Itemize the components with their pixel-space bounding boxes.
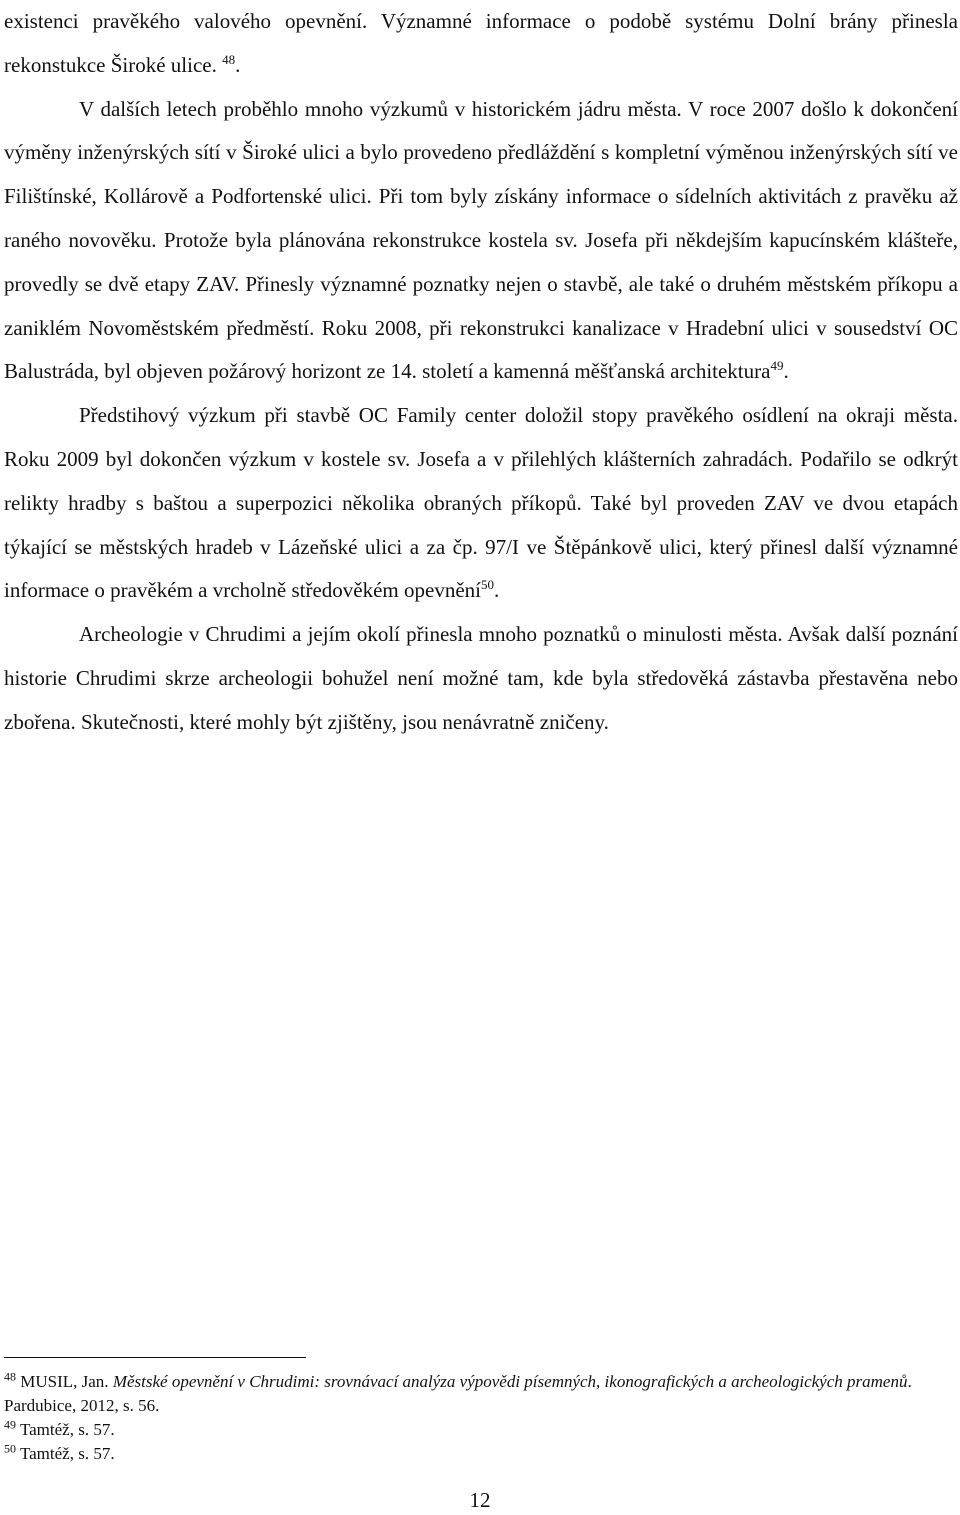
paragraph-text: existenci pravěkého valového opevnění. Významné informace o podobě systému Dolní brány přinesla rekonstukce Široké ulice. xyxy=(4,9,958,77)
paragraph xyxy=(4,613,958,744)
footnote-reference: 49 xyxy=(770,358,784,374)
footnote-reference: 50 xyxy=(480,577,494,593)
footnote-reference: 48 xyxy=(222,51,236,67)
footnote xyxy=(4,1442,958,1466)
paragraph-text: Předstihový výzkum při stavbě OC Family center doložil stopy pravěkého osídlení na okraji města. Roku 2009 byl dokončen výzkum v kostele sv. Josefa a v přilehlých klášterních zahradách. Podařilo se odkrýt relikty hradby s baštou a superpozici několika obraných příkopů. Také byl proveden ZAV ve dvou etapách týkající se městských hradeb v Lázeňské ulici a za čp. 97/I ve Štěpánkově ulici, který přinesl další významné informace o pravěkém a vrcholně středověkém opevnění xyxy=(4,403,958,603)
footnote-text: Tamtéž, s. 57. xyxy=(16,1444,115,1463)
footnote xyxy=(4,1418,958,1442)
paragraph-text: . xyxy=(493,578,500,603)
footnote-text: Tamtéž, s. 57. xyxy=(16,1420,115,1439)
paragraph-text: V dalších letech proběhlo mnoho výzkumů v historickém jádru města. V roce 2007 došlo k dokončení výměny inženýrských sítí v Široké ulici a bylo provedeno předláždění s kompletní výměnou inženýrských sítí ve Filištínské, Kollárově a Podfortenské ulici. Při tom byly získány informace o sídelních aktivitách z pravěku až raného novověku. Protože byla plánována rekonstrukce kostela sv. Josefa při někdejším kapucínském klášteře, provedly se dvě etapy ZAV. Přinesly významné poznatky nejen o stavbě, ale také o druhém městském příkopu a zaniklém Novoměstském předměstí. Roku 2008, při rekonstrukci kanalizace v Hradební ulici v sousedství OC Balustráda, byl objeven požárový horizont ze 14. století a kamenná měšťanská architektura xyxy=(4,96,958,384)
footnote-text: . Pardubice, 2012, s. 56. xyxy=(4,1372,912,1415)
paragraph xyxy=(4,0,958,88)
footnote-author: MUSIL, Jan. xyxy=(16,1372,113,1391)
footnote xyxy=(4,1370,958,1418)
paragraph-text: Archeologie v Chrudimi a jejím okolí přinesla mnoho poznatků o minulosti města. Avšak další poznání historie Chrudimi skrze archeologii bohužel není možné tam, kde byla středověká zástavba přestavěna nebo zbořena. Skutečnosti, které mohly být zjištěny, jsou nenávratně zničeny. xyxy=(4,622,958,734)
footnotes xyxy=(4,1370,958,1466)
footnote-separator xyxy=(4,1357,306,1358)
paragraph-text: . xyxy=(235,52,241,77)
footnote-number: 49 xyxy=(4,1417,16,1432)
footnote-number: 50 xyxy=(4,1441,16,1456)
footnote-title: Městské opevnění v Chrudimi: srovnávací analýza výpovědi písemných, ikonografických a archeologických pramenů xyxy=(112,1372,908,1391)
body-text xyxy=(4,0,958,745)
paragraph-text: . xyxy=(783,359,789,384)
paragraph xyxy=(4,394,958,613)
footnote-number: 48 xyxy=(4,1369,16,1384)
paragraph xyxy=(4,88,958,395)
page-number: 12 xyxy=(469,1488,491,1512)
